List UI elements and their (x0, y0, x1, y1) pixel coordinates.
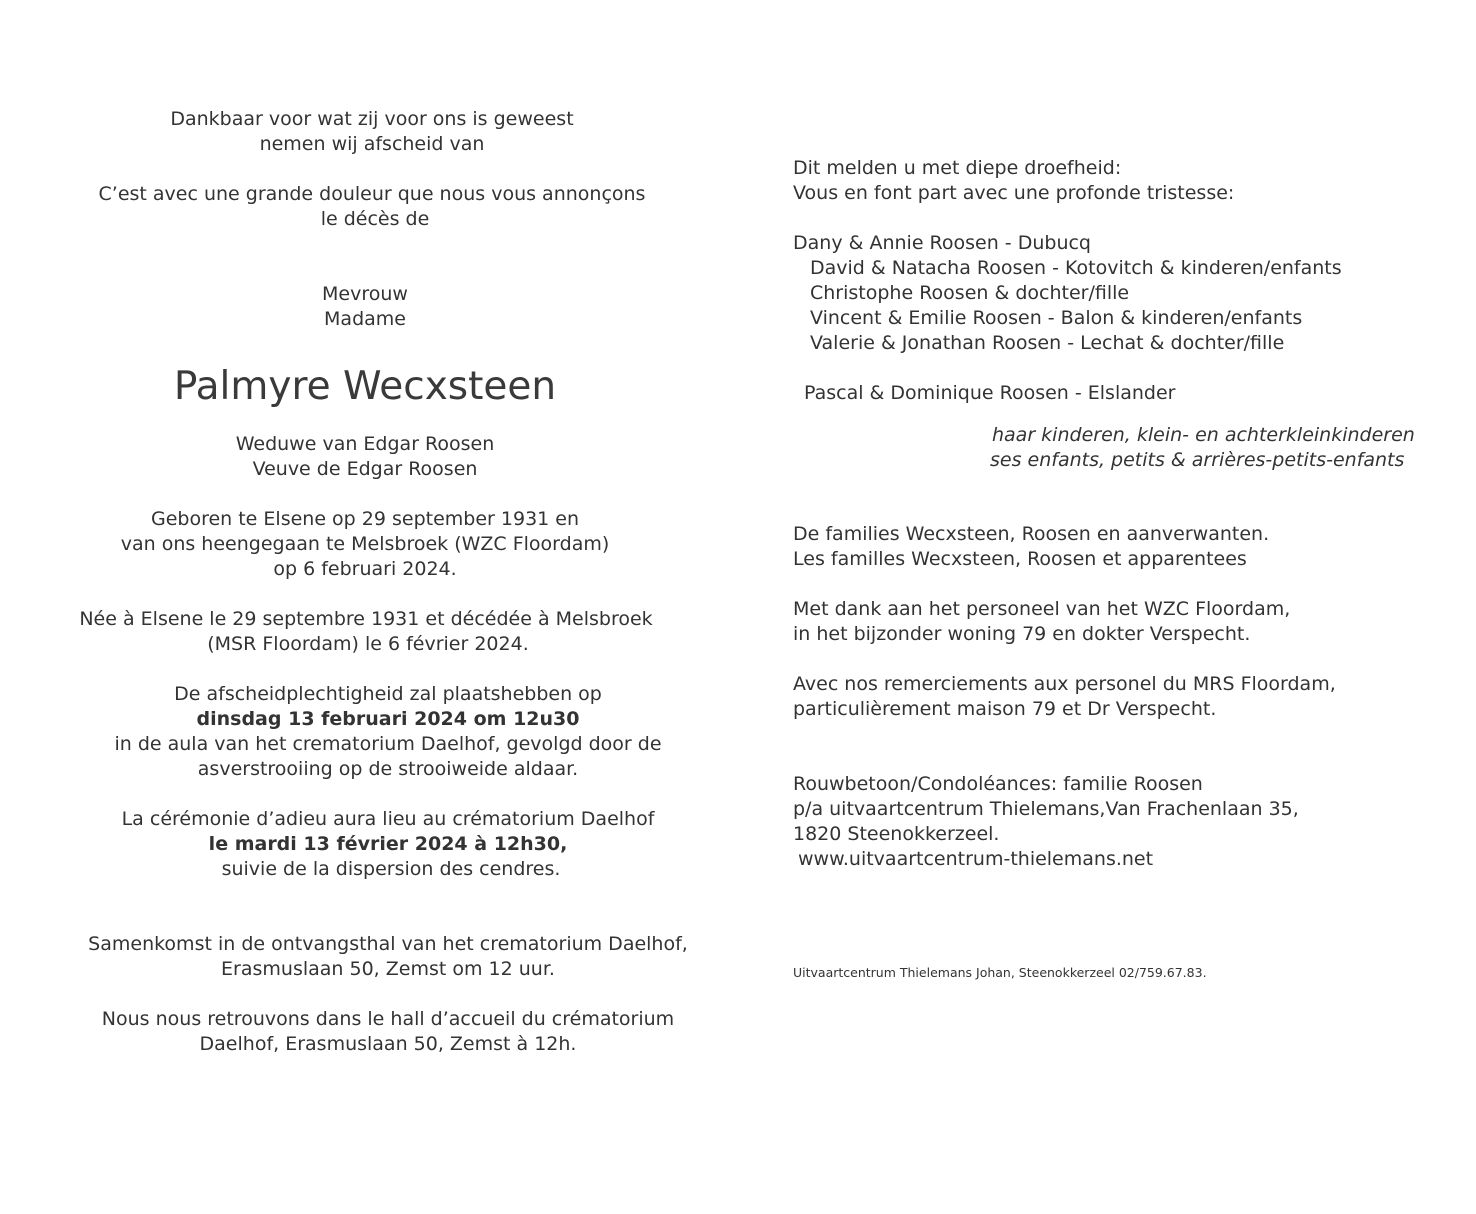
gathering-fr-line-1: Nous nous retrouvons dans le hall d’accueil du crématorium (101, 1008, 675, 1030)
family-member: Pascal & Dominique Roosen - Elslander (804, 382, 1176, 404)
ceremony-fr-line-1: La cérémonie d’adieu aura lieu au crématorium Daelhof (121, 808, 655, 830)
widow-fr: Veuve de Edgar Roosen (252, 458, 478, 480)
family-member: Vincent & Emilie Roosen - Balon & kinderen/enfants (810, 307, 1303, 329)
intro-fr-line-2: le décès de (320, 208, 430, 230)
ceremony-nl-line-1: De afscheidplechtigheid zal plaatshebben op (174, 683, 602, 705)
ceremony-nl-line-4: asverstrooiing op de strooiweide aldaar. (197, 758, 579, 780)
deceased-name: Palmyre Wecxsteen (173, 364, 557, 409)
family-member: Christophe Roosen & dochter/fille (810, 282, 1130, 304)
ceremony-nl-line-3: in de aula van het crematorium Daelhof, gevolgd door de (114, 733, 662, 755)
ceremony-nl-date: dinsdag 13 februari 2024 om 12u30 (196, 708, 580, 730)
families-nl: De families Wecxsteen, Roosen en aanverwanten. (793, 523, 1270, 545)
thanks-nl-line-2: in het bijzonder woning 79 en dokter Verspecht. (793, 623, 1251, 645)
born-nl-line-2: van ons heengegaan te Melsbroek (WZC Floordam) (120, 533, 610, 555)
condolences-line-1: Rouwbetoon/Condoléances: familie Roosen (793, 773, 1203, 795)
announce-fr: Vous en font part avec une profonde tristesse: (793, 182, 1235, 204)
born-nl-line-3: op 6 februari 2024. (273, 558, 457, 580)
ceremony-fr-line-3: suivie de la dispersion des cendres. (221, 858, 561, 880)
thanks-nl-line-1: Met dank aan het personeel van het WZC Floordam, (793, 598, 1291, 620)
families-fr: Les familles Wecxsteen, Roosen et apparentees (793, 548, 1247, 570)
gathering-fr-line-2: Daelhof, Erasmuslaan 50, Zemst à 12h. (199, 1033, 577, 1055)
intro-fr-line-1: C’est avec une grande douleur que nous vous annonçons (98, 183, 646, 205)
intro-nl-line-1: Dankbaar voor wat zij voor ons is geweest (170, 108, 574, 130)
widow-nl: Weduwe van Edgar Roosen (235, 433, 495, 455)
title-nl: Mevrouw (322, 283, 408, 305)
announce-nl: Dit melden u met diepe droefheid: (793, 157, 1122, 179)
descendants-fr: ses enfants, petits & arrières-petits-enfants (990, 449, 1405, 471)
intro-nl-line-2: nemen wij afscheid van (259, 133, 485, 155)
title-fr: Madame (324, 308, 406, 330)
condolences-line-3: 1820 Steenokkerzeel. (793, 823, 1000, 845)
thanks-fr-line-2: particulièrement maison 79 et Dr Verspecht. (793, 698, 1217, 720)
gathering-nl-line-1: Samenkomst in de ontvangsthal van het crematorium Daelhof, (88, 933, 688, 955)
condolences-line-2: p/a uitvaartcentrum Thielemans,Van Frachenlaan 35, (793, 798, 1299, 820)
born-nl-line-1: Geboren te Elsene op 29 september 1931 en (150, 508, 580, 530)
gathering-nl-line-2: Erasmuslaan 50, Zemst om 12 uur. (221, 958, 555, 980)
website-link[interactable]: www.uitvaartcentrum-thielemans.net (798, 848, 1154, 870)
ceremony-fr-date: le mardi 13 février 2024 à 12h30, (208, 833, 568, 855)
thanks-fr-line-1: Avec nos remerciements aux personel du MRS Floordam, (793, 673, 1336, 695)
descendants-nl: haar kinderen, klein- en achterkleinkinderen (992, 424, 1415, 446)
born-fr-line-2: (MSR Floordam) le 6 février 2024. (207, 633, 529, 655)
family-member: David & Natacha Roosen - Kotovitch & kinderen/enfants (810, 257, 1342, 279)
family-member: Dany & Annie Roosen - Dubucq (793, 232, 1091, 254)
family-member: Valerie & Jonathan Roosen - Lechat & dochter/fille (810, 332, 1285, 354)
footer-funeral-home: Uitvaartcentrum Thielemans Johan, Steenokkerzeel 02/759.67.83. (793, 965, 1207, 980)
born-fr-line-1: Née à Elsene le 29 septembre 1931 et décédée à Melsbroek (79, 608, 653, 630)
